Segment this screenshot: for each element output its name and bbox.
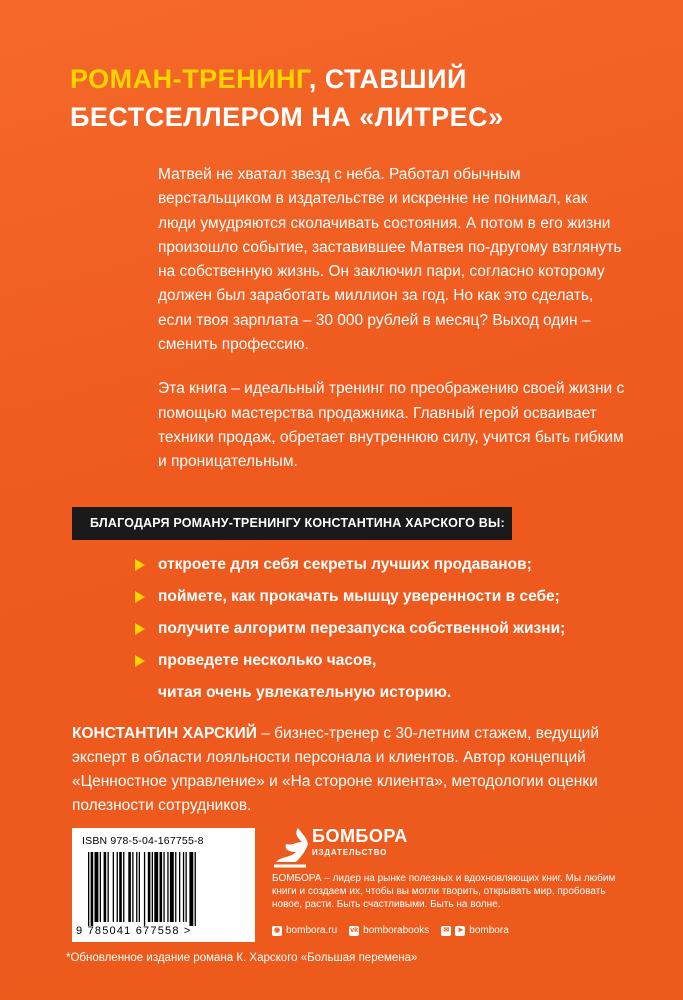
isbn-label: ISBN 978-5-04-167755-8 bbox=[82, 835, 204, 847]
author-bio bbox=[72, 722, 632, 818]
author-bio-text: – бизнес-тренер с 30-летним стажем, ведущий эксперт в области лояльности персонала и клиентов. Автор концепций «Ценностное управление» и «На стороне клиента», методологии оценки полезности сотрудников. bbox=[72, 725, 599, 814]
list-item: откроете для себя секреты лучших продаванов; bbox=[135, 550, 635, 579]
description-paragraph-1: Матвей не хватал звезд с неба. Работал обычным верстальщиком в издательстве и искренне не понимал, как люди умудряются сколачивать состояния. А потом в его жизни произошло событие, заставившее Матвея по-другому взглянуть на собственную жизнь. Он заключил пари, согласно которому должен был заработать миллион за год. Но как это сделать, если твоя зарплата – 30 000 рублей в месяц? Выход один – сменить профессию. bbox=[158, 166, 622, 354]
barcode-icon bbox=[88, 852, 243, 926]
telegram-icon: ➤ bbox=[455, 926, 465, 936]
triangle-bullet-icon bbox=[135, 559, 145, 571]
headline-rest: , СТАВШИЙ bbox=[308, 64, 467, 94]
publisher-description: БОМБОРА – лидер на рынке полезных и вдохновляющих книг. Мы любим книги и создаем их, чтобы вы могли творить, открывать мир, пробовать новое, расти. Быть счастливыми. Быть на волне. bbox=[272, 873, 616, 910]
footnote: *Обновленное издание романа К. Харского «Большая перемена» bbox=[66, 952, 418, 964]
benefits-list bbox=[135, 550, 635, 703]
author-name: КОНСТАНТИН ХАРСКИЙ bbox=[72, 725, 257, 742]
list-item: проведете несколько часов, читая очень увлекательную историю. bbox=[135, 646, 635, 703]
triangle-bullet-icon bbox=[135, 623, 145, 635]
social-website[interactable]: ◉ bombora.ru bbox=[273, 925, 338, 936]
benefits-banner: БЛАГОДАРЯ РОМАНУ-ТРЕНИНГУ КОНСТАНТИНА ХАРСКОГО ВЫ: bbox=[72, 507, 512, 540]
barcode-box bbox=[72, 828, 255, 942]
list-item: поймете, как прокачать мышцу уверенности в себе; bbox=[135, 582, 635, 611]
triangle-bullet-icon bbox=[135, 591, 145, 603]
social-telegram[interactable]: ✉ ➤ bombora bbox=[441, 925, 508, 936]
chat-icon: ✉ bbox=[441, 926, 451, 936]
book-description bbox=[158, 163, 628, 475]
publisher-subtitle: ИЗДАТЕЛЬСТВО bbox=[312, 848, 388, 857]
vk-icon: vk bbox=[350, 926, 359, 934]
headline-highlight: РОМАН-ТРЕНИНГ bbox=[70, 64, 309, 94]
headline bbox=[70, 60, 630, 136]
headline-line2: БЕСТСЕЛЛЕРОМ НА «ЛИТРЕС» bbox=[70, 102, 504, 132]
social-vk[interactable]: vk bomborabooks bbox=[350, 925, 430, 936]
triangle-bullet-icon bbox=[135, 655, 145, 667]
publisher-name: БОМБОРА bbox=[312, 826, 408, 846]
globe-icon: ◉ bbox=[273, 926, 281, 934]
barcode-number: 9 785041 677558 > bbox=[76, 925, 192, 937]
publisher-socials bbox=[272, 925, 509, 936]
list-item: получите алгоритм перезапуска собственной жизни; bbox=[135, 614, 635, 643]
description-paragraph-2: Эта книга – идеальный тренинг по преображению своей жизни с помощью мастерства продажника. Главный герой осваивает техники продаж, обретает внутреннюю силу, учится быть гибким и проницательным. bbox=[158, 380, 625, 471]
